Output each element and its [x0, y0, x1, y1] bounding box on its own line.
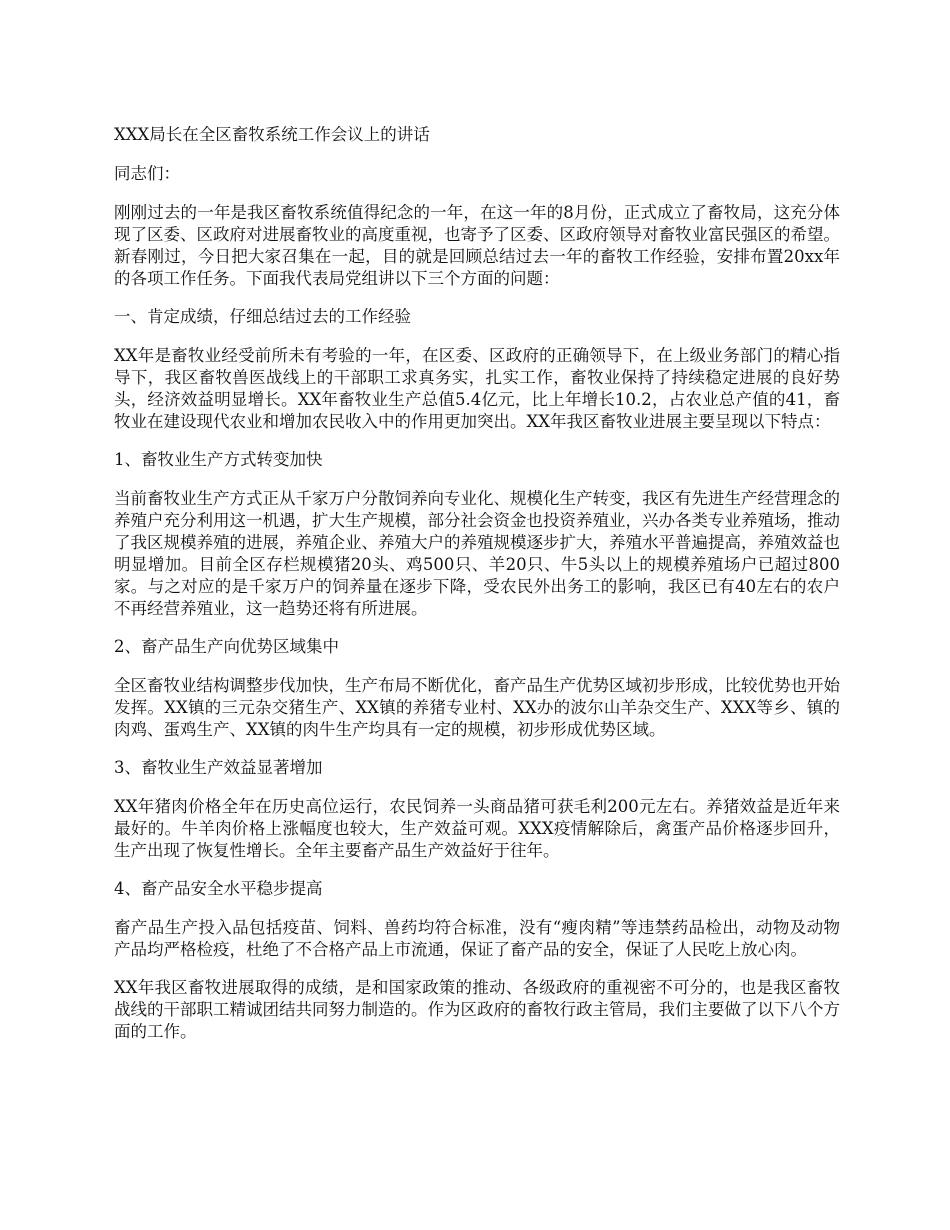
point-2-heading: 2、畜产品生产向优势区域集中	[114, 637, 339, 656]
point-1-heading: 1、畜牧业生产方式转变加快	[114, 450, 323, 469]
document-page	[114, 124, 840, 1059]
document-title: XXX局长在全区畜牧系统工作会议上的讲话	[114, 125, 430, 144]
point-1-paragraph: 当前畜牧业生产方式正从千家万户分散饲养向专业化、规模化生产转变，我区有先进生产经营理念的养殖户充分利用这一机遇，扩大生产规模，部分社会资金也投资养殖业，兴办各类专业养殖场，推动了我区规模养殖的进展，养殖企业、养殖大户的养殖规模逐步扩大，养殖水平普遍提高，养殖效益也明显增加。目前全区存栏规模猪20头、鸡500只、羊20只、牛5头以上的规模养殖场户已超过800家。与之对应的是千家万户的饲养量在逐步下降，受农民外出务工的影响，我区已有40左右的农户不再经营养殖业，这一趋势还将有所进展。	[114, 489, 840, 618]
point-2-paragraph: 全区畜牧业结构调整步伐加快，生产布局不断优化，畜产品生产优势区域初步形成，比较优势也开始发挥。XX镇的三元杂交猪生产、XX镇的养猪专业村、XX办的波尔山羊杂交生产、XXX等乡、镇的肉鸡、蛋鸡生产、XX镇的肉牛生产均具有一定的规模，初步形成优势区域。	[114, 676, 840, 739]
point-4-heading: 4、畜产品安全水平稳步提高	[114, 879, 323, 898]
point-4-paragraph: 畜产品生产投入品包括疫苗、饲料、兽药均符合标准，没有“瘦肉精”等违禁药品检出，动物及动物产品均严格检疫，杜绝了不合格产品上市流通，保证了畜产品的安全，保证了人民吃上放心肉。	[114, 918, 840, 959]
section-1-paragraph: XX年是畜牧业经受前所未有考验的一年，在区委、区政府的正确领导下，在上级业务部门的精心指导下，我区畜牧兽医战线上的干部职工求真务实，扎实工作，畜牧业保持了持续稳定进展的良好势头，经济效益明显增长。XX年畜牧业生产总值5.4亿元，比上年增长10.2，占农业总产值的41，畜牧业在建设现代农业和增加农民收入中的作用更加突出。XX年我区畜牧业进展主要呈现以下特点：	[114, 346, 840, 431]
point-3-paragraph: XX年猪肉价格全年在历史高位运行，农民饲养一头商品猪可获毛利200元左右。养猪效益是近年来最好的。牛羊肉价格上涨幅度也较大，生产效益可观。XXX疫情解除后，禽蛋产品价格逐步回升，生产出现了恢复性增长。全年主要畜产品生产效益好于往年。	[114, 797, 840, 860]
closing-paragraph: XX年我区畜牧进展取得的成绩，是和国家政策的推动、各级政府的重视密不可分的，也是我区畜牧战线的干部职工精诚团结共同努力制造的。作为区政府的畜牧行政主管局，我们主要做了以下八个方面的工作。	[114, 978, 840, 1041]
salutation: 同志们：	[114, 164, 180, 183]
point-3-heading: 3、畜牧业生产效益显著增加	[114, 758, 323, 777]
intro-paragraph: 刚刚过去的一年是我区畜牧系统值得纪念的一年，在这一年的8月份，正式成立了畜牧局，这充分体现了区委、区政府对进展畜牧业的高度重视，也寄予了区委、区政府领导对畜牧业富民强区的希望。新春刚过，今日把大家召集在一起，目的就是回顾总结过去一年的畜牧工作经验，安排布置20xx年的各项工作任务。下面我代表局党组讲以下三个方面的问题：	[114, 203, 840, 288]
section-1-heading: 一、肯定成绩，仔细总结过去的工作经验	[114, 307, 411, 326]
